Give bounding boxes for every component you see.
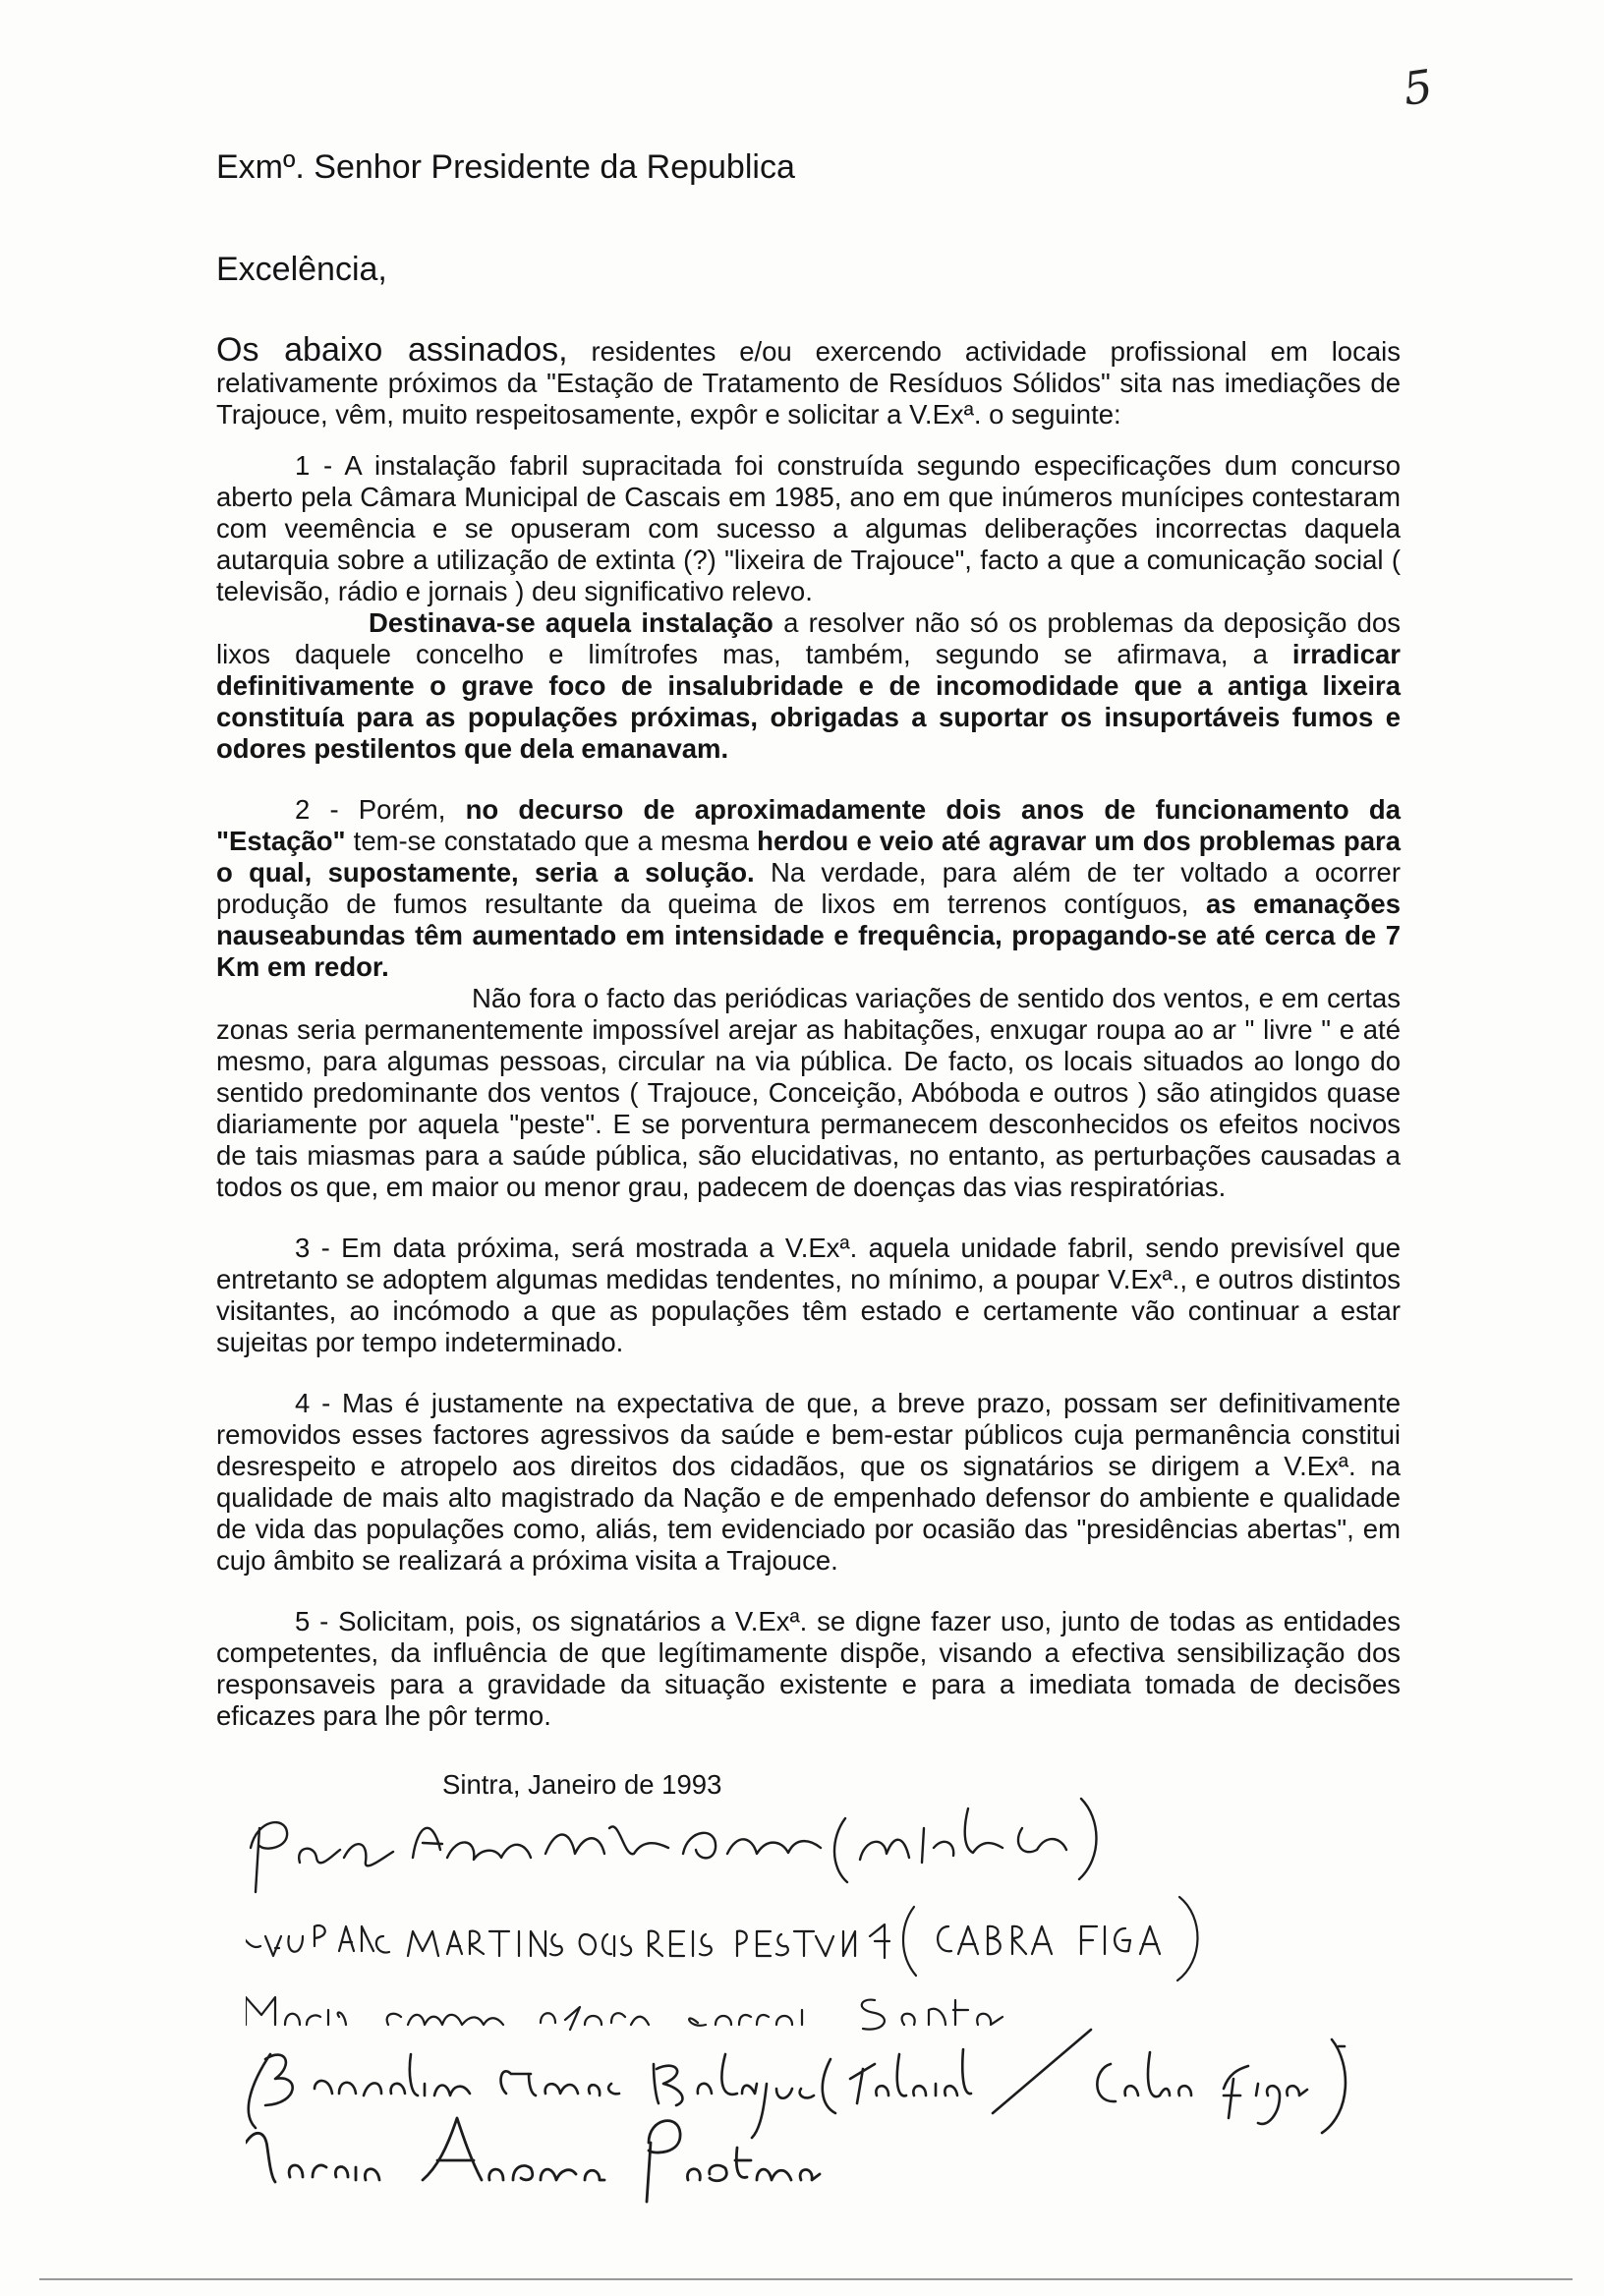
signature-4 [249, 2030, 1346, 2138]
paragraph-2-text-2: tem-se constatado que a mesma [345, 826, 758, 856]
paragraph-1b-text: a resolver não só os problemas da deposição dos lixos daquele concelho e limítrofes mas, também, segundo se afirmava, a [216, 607, 1401, 669]
signature-5 [246, 2118, 820, 2202]
paragraph-2b-text: Não fora o facto das periódicas variações de sentido dos ventos, e em certas zonas seria permanentemente impossível arejar as habitações, enxugar roupa ao ar " livre " e até mesmo, para algumas pessoas, circular na via pública. De facto, os locais situados ao longo do sentido predominante dos ventos ( Trajouce, Conceição, Abóboda e outros ) são atingidos quase diariamente por aquela "peste". E se porventura permanecem desconhecidos os efeitos nocivos de tais miasmas para a saúde pública, são elucidativas, no entanto, as perturbações causadas a todos os que, em maior ou menor grau, padecem de doenças das vias respiratórias. [216, 983, 1401, 1202]
paragraph-1b-bold-2: irradicar definitivamente o grave foco de insalubridade e de incomodidade que a antiga lixeira constituía para as populações próximas, obrigadas a suportar os insuportáveis fumos e odores pestilentos que dela emanavam. [216, 639, 1401, 764]
paragraph-2-text-3: Na verdade, para além de ter voltado a ocorrer produção de fumos resultante da queima de lixos em terrenos contíguos, [216, 857, 1401, 919]
place-date: Sintra, Janeiro de 1993 [442, 1769, 722, 1800]
paragraph-1-text: - A instalação fabril supracitada foi construída segundo especificações dum concurso aberto pela Câmara Municipal de Cascais em 1985, ano em que inúmeros munícipes contestaram com veemência e se opuseram com sucesso a algumas deliberações incorrectas daquela autarquia sobre a utilização de extinta (?) "lixeira de Trajouce", facto a que a comunicação social ( televisão, rádio e jornais ) deu significativo relevo. [216, 450, 1401, 606]
paragraph-3-number: 3 [295, 1233, 311, 1263]
addressee: Exmº. Senhor Presidente da Republica [216, 148, 795, 186]
paragraph-4-number: 4 [295, 1388, 311, 1418]
letter-body [216, 147, 1401, 1801]
paragraph-2-bold-2: herdou e veio até agravar um dos problemas para o qual, supostamente, seria a solução. [216, 826, 1402, 888]
paragraph-2 [216, 794, 1401, 1203]
paragraph-1 [216, 450, 1401, 765]
paragraph-3-text: - Em data próxima, será mostrada a V.Exª. aquela unidade fabril, sendo previsível que entretanto se adoptem algumas medidas tendentes, no mínimo, a poupar V.Exª., e outros distintos visitantes, ao incómodo a que as populações têm estado e certamente vão continuar a estar sujeitas por tempo indeterminado. [216, 1233, 1401, 1357]
handwritten-signatures [246, 1789, 1474, 2211]
paragraph-3 [216, 1233, 1401, 1358]
signature-2 [246, 1897, 1198, 1980]
intro-paragraph [216, 331, 1401, 430]
intro-lead: Os abaixo assinados, [216, 331, 568, 369]
paragraph-5-text: - Solicitam, pois, os signatários a V.Exª. se digne fazer uso, junto de todas as entidades competentes, da influência de que legítimamente dispõe, visando a efectiva sensibilização dos responsaveis para a gravidade da situação existente e para a imediata tomada de decisões eficazes para lhe pôr termo. [216, 1606, 1401, 1731]
paragraph-2-bold-3: as emanações nauseabundas têm aumentado em intensidade e frequência, propagando-se até cerca de 7 Km em redor. [216, 889, 1401, 982]
salutation: Excelência, [216, 251, 387, 288]
signature-3 [246, 1997, 1002, 2030]
signatures-block [246, 1789, 1474, 2211]
paragraph-1b-bold-1: Destinava-se aquela instalação [369, 607, 773, 638]
paragraph-2-bold-1: no decurso de aproximadamente dois anos de funcionamento da "Estação" [216, 794, 1401, 856]
paragraph-5-number: 5 [295, 1606, 311, 1636]
signature-1 [251, 1799, 1097, 1892]
paragraph-4-text: - Mas é justamente na expectativa de que, a breve prazo, possam ser definitivamente removidos esses factores agressivos da saúde e bem-estar públicos cuja permanência constitui desrespeito e atropelo aos direitos dos cidadãos, que os signatários se dirigem a V.Exª. na qualidade de mais alto magistrado da Nação e de empenhado defensor do ambiente e qualidade de vida das populações como, aliás, tem evidenciado por ocasião das "presidências abertas", em cujo âmbito se realizará a próxima visita a Trajouce. [216, 1388, 1401, 1576]
paragraph-5 [216, 1606, 1401, 1732]
intro-text: residentes e/ou exercendo actividade profissional em locais relativamente próximos da "Estação de Tratamento de Resíduos Sólidos" sita nas imediações de Trajouce, vêm, muito respeitosamente, expôr e solicitar a V.Exª. o seguinte: [216, 336, 1401, 430]
page-number: 5 [1400, 59, 1436, 116]
paragraph-1-number: 1 [295, 450, 311, 481]
page-bottom-edge [39, 2278, 1573, 2280]
paragraph-2-text-1: - Porém, [310, 794, 466, 825]
paragraph-4 [216, 1388, 1401, 1577]
paragraph-2-number: 2 [295, 794, 311, 825]
